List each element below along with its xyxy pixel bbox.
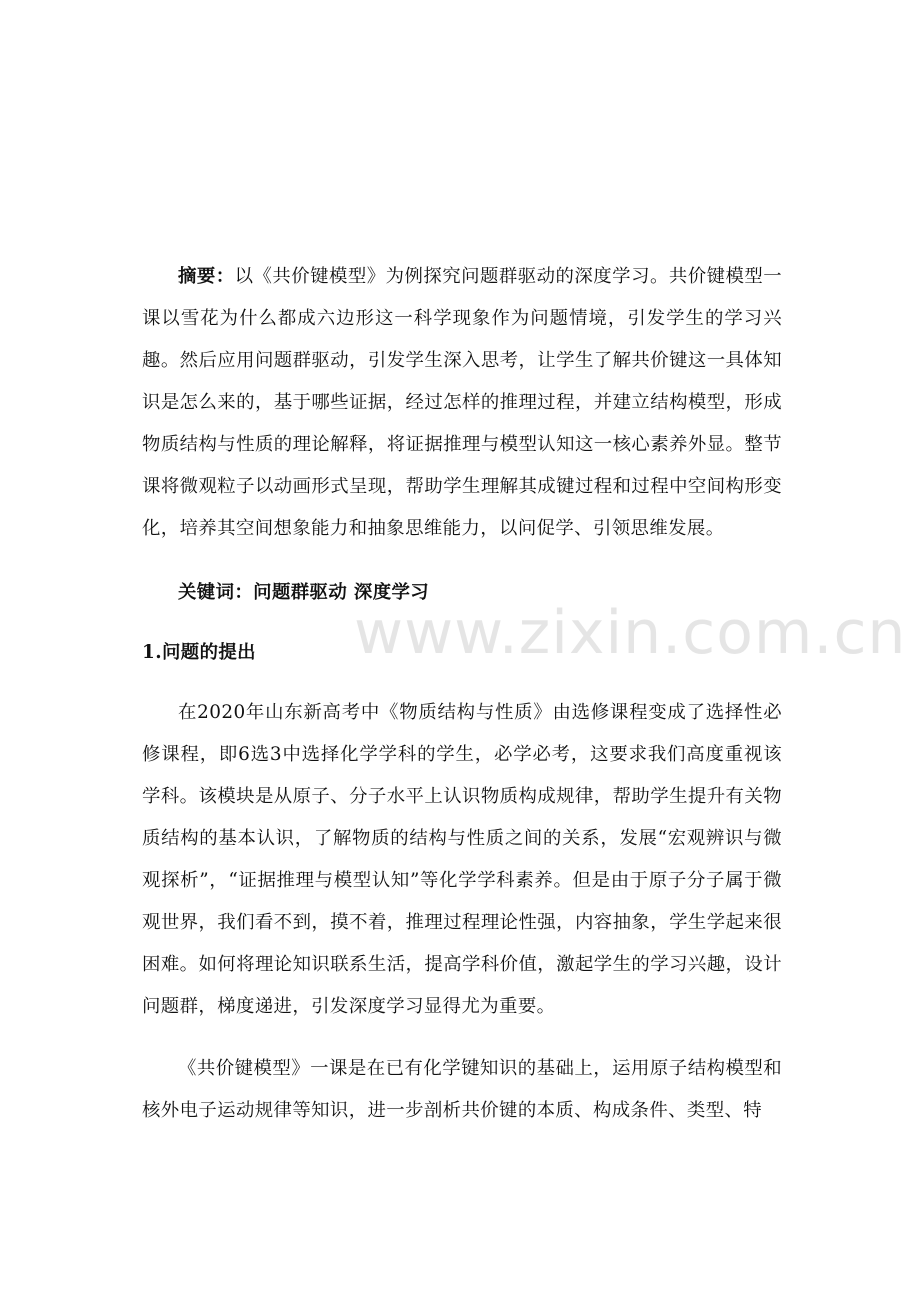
keywords-label: 关键词： [178,582,254,603]
watermark: www.zixin.com.cn [354,598,907,668]
keywords-text: 问题群驱动 深度学习 [253,582,430,603]
section-heading: 1.问题的提出 [142,642,256,663]
body-paragraph: 《共价键模型》一课是在已有化学键知识的基础上，运用原子结构模型和核外电子运动规律等知识，进一步剖析共价键的本质、构成条件、类型、特 [142,1058,782,1121]
body-paragraph: 在2020年山东新高考中《物质结构与性质》由选修课程变成了选择性必修课程，即6选3中选择化学学科的学生，必学必考，这要求我们高度重视该学科。该模块是从原子、分子水平上认识物质构成规律，帮助学生提升有关物质结构的基本认识，了解物质的结构与性质之间的关系，发展“宏观辨识与微观探析”，“证据推理与模型认知”等化学学科素养。但是由于原子分子属于微观世界，我们看不到，摸不着，推理过程理论性强，内容抽象，学生学起来很困难。如何将理论知识联系生活，提高学科价值，激起学生的学习兴趣，设计问题群，梯度递进，引发深度学习显得尤为重要。 [142,702,782,1017]
abstract-paragraph [142,256,782,550]
abstract-text: 以《共价键模型》为例探究问题群驱动的深度学习。共价键模型一课以雪花为什么都成六边形这一科学现象作为问题情境，引发学生的学习兴趣。然后应用问题群驱动，引发学生深入思考，让学生了解共价键这一具体知识是怎么来的，基于哪些证据，经过怎样的推理过程，并建立结构模型，形成物质结构与性质的理论解释，将证据推理与模型认知这一核心素养外显。整节课将微观粒子以动画形式呈现，帮助学生理解其成键过程和过程中空间构形变化，培养其空间想象能力和抽象思维能力，以问促学、引领思维发展。 [142,266,782,539]
keywords-paragraph [142,572,782,614]
document-body [142,256,782,1132]
abstract-label: 摘要： [178,266,235,287]
